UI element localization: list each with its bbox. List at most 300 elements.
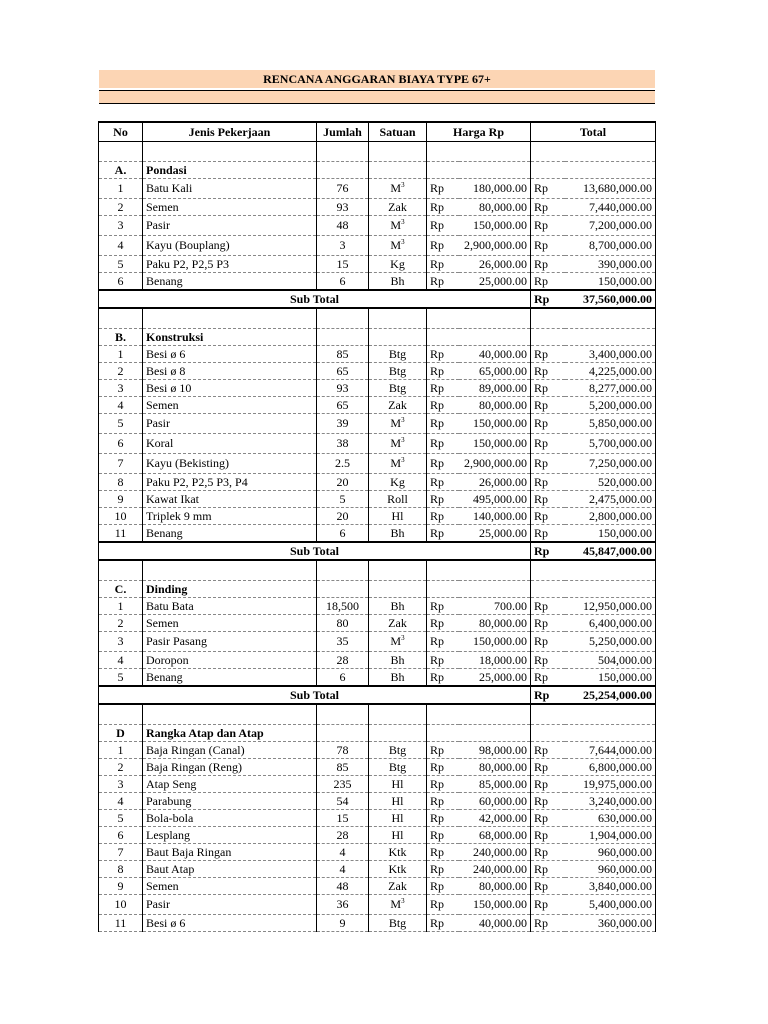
item-no: 7: [99, 454, 143, 474]
item-name: Semen: [143, 615, 317, 632]
price-currency: Rp: [427, 878, 459, 895]
section-code: C.: [99, 581, 143, 598]
total-currency: Rp: [531, 895, 565, 915]
blank-cell: [427, 704, 531, 725]
blank-cell: [531, 704, 656, 725]
table-row: [99, 179, 656, 199]
total-currency: Rp: [531, 414, 565, 434]
blank-cell: [531, 725, 656, 742]
item-name: Baut Atap: [143, 861, 317, 878]
item-qty: 4: [317, 861, 369, 878]
item-unit: [369, 179, 427, 199]
unit-superscript: 3: [401, 634, 405, 642]
blank-cell: [99, 560, 143, 581]
item-qty: 6: [317, 669, 369, 687]
price-currency: Rp: [427, 363, 459, 380]
unit-text: M: [390, 181, 402, 195]
unit-text: Btg: [388, 916, 407, 930]
unit-text: Btg: [388, 760, 407, 774]
blank-cell: [317, 581, 369, 598]
title-underline-band: [99, 90, 655, 104]
blank-cell: [427, 329, 531, 346]
blank-cell: [317, 560, 369, 581]
item-price: 89,000.00: [459, 380, 531, 397]
item-name: Besi ø 10: [143, 380, 317, 397]
blank-cell: [531, 142, 656, 162]
price-currency: Rp: [427, 380, 459, 397]
item-qty: 2.5: [317, 454, 369, 474]
item-qty: 28: [317, 652, 369, 669]
spacer-row: [99, 704, 656, 725]
item-qty: 93: [317, 380, 369, 397]
item-no: 3: [99, 216, 143, 236]
price-currency: Rp: [427, 434, 459, 454]
unit-text: M: [390, 634, 402, 648]
item-no: 10: [99, 895, 143, 915]
unit-text: Bh: [390, 653, 405, 667]
table-row: [99, 742, 656, 759]
item-qty: 6: [317, 273, 369, 291]
item-total: 7,200,000.00: [565, 216, 656, 236]
unit-text: Kg: [390, 475, 405, 489]
table-row: [99, 598, 656, 615]
total-currency: Rp: [531, 179, 565, 199]
unit-superscript: 3: [401, 238, 405, 246]
item-price: 18,000.00: [459, 652, 531, 669]
item-qty: 20: [317, 474, 369, 491]
blank-cell: [427, 560, 531, 581]
item-qty: 28: [317, 827, 369, 844]
price-currency: Rp: [427, 895, 459, 915]
subtotal-row: [99, 542, 656, 560]
item-no: 1: [99, 346, 143, 363]
item-qty: 78: [317, 742, 369, 759]
item-total: 13,680,000.00: [565, 179, 656, 199]
unit-superscript: 3: [401, 218, 405, 226]
section-header-row: [99, 581, 656, 598]
table-row: [99, 397, 656, 414]
table-row: [99, 236, 656, 256]
subtotal-label: Sub Total: [99, 290, 531, 308]
item-name: Pasir: [143, 895, 317, 915]
blank-cell: [427, 162, 531, 179]
table-row: [99, 363, 656, 380]
item-no: 4: [99, 652, 143, 669]
blank-cell: [369, 142, 427, 162]
item-price: 60,000.00: [459, 793, 531, 810]
section-code: D: [99, 725, 143, 742]
item-total: 7,644,000.00: [565, 742, 656, 759]
item-total: 12,950,000.00: [565, 598, 656, 615]
total-currency: Rp: [531, 652, 565, 669]
unit-text: M: [390, 456, 402, 470]
item-name: Baut Baja Ringan: [143, 844, 317, 861]
item-total: 5,850,000.00: [565, 414, 656, 434]
total-currency: Rp: [531, 915, 565, 932]
item-name: Batu Bata: [143, 598, 317, 615]
table-row: [99, 256, 656, 273]
item-no: 8: [99, 474, 143, 491]
blank-cell: [143, 704, 317, 725]
table-row: [99, 346, 656, 363]
item-qty: 20: [317, 508, 369, 525]
subtotal-row: [99, 686, 656, 704]
unit-text: M: [390, 238, 402, 252]
item-total: 960,000.00: [565, 844, 656, 861]
price-currency: Rp: [427, 810, 459, 827]
item-total: 3,240,000.00: [565, 793, 656, 810]
item-name: Semen: [143, 878, 317, 895]
total-currency: Rp: [531, 598, 565, 615]
price-currency: Rp: [427, 414, 459, 434]
item-qty: 235: [317, 776, 369, 793]
blank-cell: [317, 162, 369, 179]
item-name: Triplek 9 mm: [143, 508, 317, 525]
item-name: Paku P2, P2,5 P3, P4: [143, 474, 317, 491]
unit-text: Hl: [391, 777, 404, 791]
item-name: Koral: [143, 434, 317, 454]
item-unit: [369, 525, 427, 543]
item-unit: [369, 759, 427, 776]
table-row: [99, 895, 656, 915]
item-no: 9: [99, 878, 143, 895]
subtotal-label: Sub Total: [99, 542, 531, 560]
item-qty: 6: [317, 525, 369, 543]
item-name: Besi ø 6: [143, 915, 317, 932]
blank-cell: [427, 581, 531, 598]
item-total: 960,000.00: [565, 861, 656, 878]
price-currency: Rp: [427, 861, 459, 878]
total-currency: Rp: [531, 363, 565, 380]
item-name: Baja Ringan (Canal): [143, 742, 317, 759]
item-unit: [369, 615, 427, 632]
subtotal-value: 45,847,000.00: [565, 542, 656, 560]
item-no: 10: [99, 508, 143, 525]
blank-cell: [531, 329, 656, 346]
price-currency: Rp: [427, 915, 459, 932]
blank-cell: [317, 704, 369, 725]
unit-text: Hl: [391, 811, 404, 825]
unit-text: Ktk: [388, 845, 407, 859]
blank-cell: [317, 329, 369, 346]
item-price: 150,000.00: [459, 434, 531, 454]
item-total: 150,000.00: [565, 273, 656, 291]
item-qty: 9: [317, 915, 369, 932]
total-currency: Rp: [531, 742, 565, 759]
item-unit: [369, 669, 427, 687]
blank-cell: [369, 329, 427, 346]
blank-cell: [531, 581, 656, 598]
price-currency: Rp: [427, 827, 459, 844]
total-currency: Rp: [531, 525, 565, 543]
blank-cell: [531, 560, 656, 581]
header-jumlah: Jumlah: [317, 122, 369, 142]
item-no: 2: [99, 615, 143, 632]
price-currency: Rp: [427, 474, 459, 491]
table-row: [99, 759, 656, 776]
item-no: 9: [99, 491, 143, 508]
header-no: No: [99, 122, 143, 142]
total-currency: Rp: [531, 632, 565, 652]
table-row: [99, 380, 656, 397]
item-qty: 65: [317, 363, 369, 380]
item-unit: [369, 793, 427, 810]
item-unit: [369, 346, 427, 363]
item-name: Besi ø 8: [143, 363, 317, 380]
table-row: [99, 810, 656, 827]
table-row: [99, 793, 656, 810]
unit-text: Bh: [390, 526, 405, 540]
item-unit: [369, 915, 427, 932]
item-unit: [369, 861, 427, 878]
item-total: 360,000.00: [565, 915, 656, 932]
item-name: Parabung: [143, 793, 317, 810]
unit-superscript: 3: [401, 416, 405, 424]
blank-cell: [369, 162, 427, 179]
item-name: Pasir Pasang: [143, 632, 317, 652]
item-name: Baja Ringan (Reng): [143, 759, 317, 776]
table-row: [99, 434, 656, 454]
item-total: 150,000.00: [565, 669, 656, 687]
price-currency: Rp: [427, 844, 459, 861]
total-currency: Rp: [531, 434, 565, 454]
item-total: 5,700,000.00: [565, 434, 656, 454]
item-unit: [369, 236, 427, 256]
item-total: 6,400,000.00: [565, 615, 656, 632]
item-no: 2: [99, 363, 143, 380]
item-price: 80,000.00: [459, 615, 531, 632]
price-currency: Rp: [427, 759, 459, 776]
price-currency: Rp: [427, 236, 459, 256]
blank-cell: [369, 560, 427, 581]
unit-text: Btg: [388, 381, 407, 395]
item-no: 8: [99, 861, 143, 878]
table-row: [99, 652, 656, 669]
price-currency: Rp: [427, 454, 459, 474]
total-currency: Rp: [531, 199, 565, 216]
unit-text: M: [390, 218, 402, 232]
section-code: A.: [99, 162, 143, 179]
unit-text: Zak: [388, 879, 407, 893]
item-unit: [369, 632, 427, 652]
total-currency: Rp: [531, 793, 565, 810]
item-no: 11: [99, 915, 143, 932]
table-row: [99, 669, 656, 687]
table-row: [99, 414, 656, 434]
section-header-row: [99, 725, 656, 742]
spacer-row: [99, 308, 656, 329]
unit-text: Zak: [388, 616, 407, 630]
blank-cell: [369, 581, 427, 598]
blank-cell: [99, 142, 143, 162]
unit-text: Btg: [388, 347, 407, 361]
blank-cell: [369, 704, 427, 725]
item-price: 42,000.00: [459, 810, 531, 827]
blank-cell: [99, 704, 143, 725]
unit-superscript: 3: [401, 897, 405, 905]
document-title: RENCANA ANGGARAN BIAYA TYPE 67+: [99, 70, 655, 88]
blank-cell: [427, 725, 531, 742]
item-total: 150,000.00: [565, 525, 656, 543]
item-unit: [369, 256, 427, 273]
item-price: 65,000.00: [459, 363, 531, 380]
table-header-row: [99, 122, 656, 142]
total-currency: Rp: [531, 397, 565, 414]
item-qty: 80: [317, 615, 369, 632]
item-no: 4: [99, 397, 143, 414]
item-unit: [369, 878, 427, 895]
item-name: Batu Kali: [143, 179, 317, 199]
item-no: 6: [99, 827, 143, 844]
item-no: 3: [99, 380, 143, 397]
item-name: Benang: [143, 669, 317, 687]
item-no: 6: [99, 434, 143, 454]
total-currency: Rp: [531, 776, 565, 793]
item-no: 1: [99, 742, 143, 759]
item-name: Benang: [143, 525, 317, 543]
price-currency: Rp: [427, 793, 459, 810]
header-total: Total: [531, 122, 656, 142]
blank-cell: [317, 725, 369, 742]
item-total: 2,800,000.00: [565, 508, 656, 525]
item-no: 1: [99, 179, 143, 199]
header-satuan: Satuan: [369, 122, 427, 142]
item-price: 2,900,000.00: [459, 236, 531, 256]
price-currency: Rp: [427, 632, 459, 652]
item-total: 5,400,000.00: [565, 895, 656, 915]
price-currency: Rp: [427, 598, 459, 615]
table-row: [99, 615, 656, 632]
unit-text: Btg: [388, 364, 407, 378]
item-total: 504,000.00: [565, 652, 656, 669]
item-price: 80,000.00: [459, 199, 531, 216]
subtotal-currency: Rp: [531, 290, 565, 308]
subtotal-value: 37,560,000.00: [565, 290, 656, 308]
item-qty: 3: [317, 236, 369, 256]
unit-superscript: 3: [401, 456, 405, 464]
table-row: [99, 776, 656, 793]
item-unit: [369, 491, 427, 508]
subtotal-row: [99, 290, 656, 308]
item-qty: 54: [317, 793, 369, 810]
item-unit: [369, 380, 427, 397]
price-currency: Rp: [427, 508, 459, 525]
item-total: 3,840,000.00: [565, 878, 656, 895]
total-currency: Rp: [531, 236, 565, 256]
item-price: 240,000.00: [459, 844, 531, 861]
item-price: 80,000.00: [459, 397, 531, 414]
total-currency: Rp: [531, 861, 565, 878]
item-price: 150,000.00: [459, 414, 531, 434]
unit-text: Bh: [390, 599, 405, 613]
item-no: 11: [99, 525, 143, 543]
price-currency: Rp: [427, 669, 459, 687]
total-currency: Rp: [531, 844, 565, 861]
item-price: 495,000.00: [459, 491, 531, 508]
total-currency: Rp: [531, 508, 565, 525]
price-currency: Rp: [427, 742, 459, 759]
item-qty: 15: [317, 810, 369, 827]
total-currency: Rp: [531, 759, 565, 776]
item-name: Kawat Ikat: [143, 491, 317, 508]
item-qty: 4: [317, 844, 369, 861]
blank-cell: [143, 142, 317, 162]
item-price: 80,000.00: [459, 878, 531, 895]
item-name: Besi ø 6: [143, 346, 317, 363]
table-row: [99, 844, 656, 861]
header-harga: Harga Rp: [427, 122, 531, 142]
table-row: [99, 491, 656, 508]
item-price: 150,000.00: [459, 895, 531, 915]
total-currency: Rp: [531, 256, 565, 273]
item-no: 6: [99, 273, 143, 291]
item-unit: [369, 454, 427, 474]
item-unit: [369, 216, 427, 236]
unit-text: Ktk: [388, 862, 407, 876]
unit-superscript: 3: [401, 181, 405, 189]
total-currency: Rp: [531, 273, 565, 291]
price-currency: Rp: [427, 179, 459, 199]
item-total: 8,277,000.00: [565, 380, 656, 397]
total-currency: Rp: [531, 216, 565, 236]
total-currency: Rp: [531, 810, 565, 827]
item-price: 98,000.00: [459, 742, 531, 759]
item-qty: 39: [317, 414, 369, 434]
item-name: Paku P2, P2,5 P3: [143, 256, 317, 273]
total-currency: Rp: [531, 474, 565, 491]
item-price: 140,000.00: [459, 508, 531, 525]
item-total: 5,200,000.00: [565, 397, 656, 414]
item-total: 630,000.00: [565, 810, 656, 827]
table-row: [99, 915, 656, 932]
item-name: Benang: [143, 273, 317, 291]
item-qty: 38: [317, 434, 369, 454]
item-total: 3,400,000.00: [565, 346, 656, 363]
unit-text: Hl: [391, 794, 404, 808]
total-currency: Rp: [531, 380, 565, 397]
item-name: Semen: [143, 397, 317, 414]
item-price: 68,000.00: [459, 827, 531, 844]
item-price: 240,000.00: [459, 861, 531, 878]
table-row: [99, 216, 656, 236]
blank-cell: [99, 308, 143, 329]
unit-text: Btg: [388, 743, 407, 757]
price-currency: Rp: [427, 776, 459, 793]
item-unit: [369, 844, 427, 861]
table-row: [99, 199, 656, 216]
item-name: Semen: [143, 199, 317, 216]
item-price: 80,000.00: [459, 759, 531, 776]
unit-text: Zak: [388, 398, 407, 412]
item-name: Bola-bola: [143, 810, 317, 827]
item-name: Pasir: [143, 414, 317, 434]
price-currency: Rp: [427, 199, 459, 216]
price-currency: Rp: [427, 652, 459, 669]
item-price: 150,000.00: [459, 632, 531, 652]
item-unit: [369, 474, 427, 491]
item-no: 2: [99, 759, 143, 776]
item-qty: 85: [317, 346, 369, 363]
item-price: 26,000.00: [459, 256, 531, 273]
blank-cell: [531, 162, 656, 179]
unit-text: Kg: [390, 257, 405, 271]
unit-text: Zak: [388, 200, 407, 214]
budget-table: [98, 121, 656, 932]
subtotal-currency: Rp: [531, 542, 565, 560]
unit-text: Roll: [387, 492, 408, 506]
item-qty: 48: [317, 878, 369, 895]
table-row: [99, 474, 656, 491]
